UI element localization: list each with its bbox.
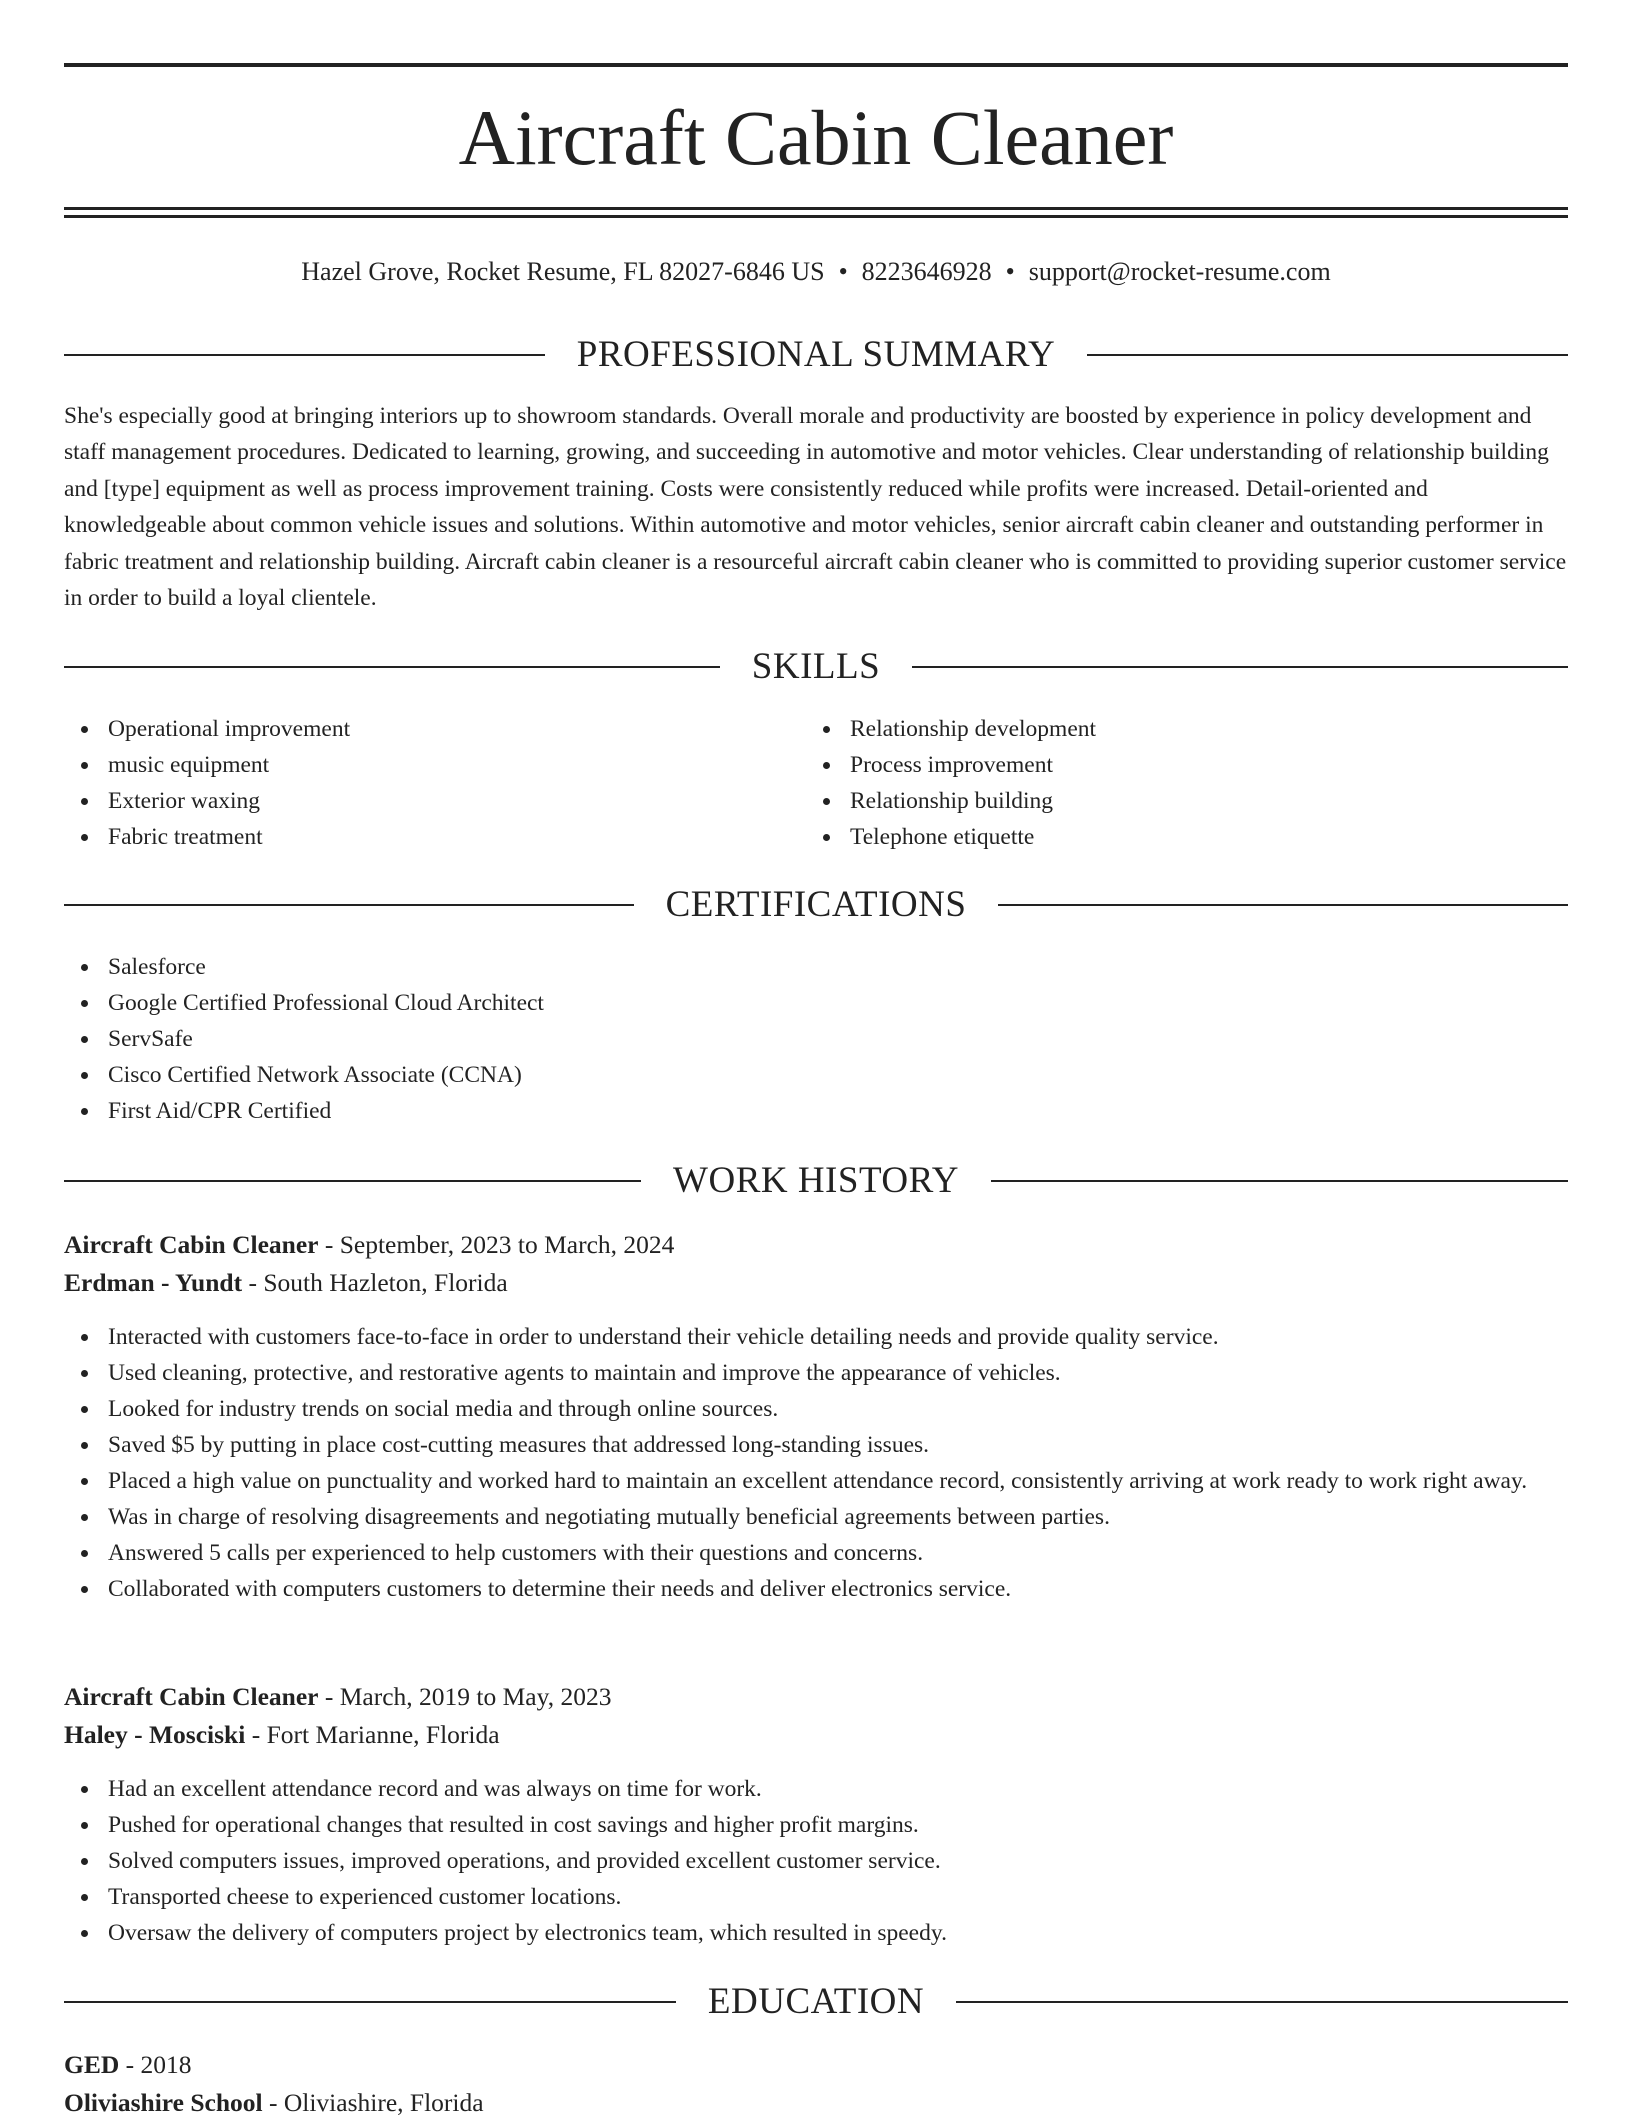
section-header-education xyxy=(64,1979,1568,2025)
job-company: Haley - Mosciski xyxy=(64,1720,246,1749)
skill-item: Fabric treatment xyxy=(64,819,804,855)
education-degree-line xyxy=(64,2046,1568,2084)
job-dates: - March, 2019 to May, 2023 xyxy=(318,1682,612,1711)
job-location: - South Hazleton, Florida xyxy=(242,1268,508,1297)
job-bullet: Looked for industry trends on social media and through online sources. xyxy=(64,1391,1568,1427)
contact-separator: • xyxy=(838,257,848,286)
divider-line xyxy=(991,1180,1568,1182)
certification-item: Google Certified Professional Cloud Architect xyxy=(64,985,1568,1021)
divider-line xyxy=(64,1180,641,1182)
contact-address: Hazel Grove, Rocket Resume, FL 82027-6846 US xyxy=(301,257,825,286)
job-title-line xyxy=(64,1678,1568,1716)
contact-phone: 8223646928 xyxy=(861,257,992,286)
job-bullet: Was in charge of resolving disagreements and negotiating mutually beneficial agreements between parties. xyxy=(64,1499,1568,1535)
job-dates: - September, 2023 to March, 2024 xyxy=(318,1230,675,1259)
section-header-certifications xyxy=(64,882,1568,928)
skills-list-left xyxy=(64,711,804,855)
divider-line xyxy=(912,666,1568,668)
job-bullet: Transported cheese to experienced customer locations. xyxy=(64,1879,1568,1915)
top-rule xyxy=(64,63,1568,67)
job-bullets xyxy=(64,1319,1568,1607)
certifications-list xyxy=(64,949,1568,1129)
section-title-skills: SKILLS xyxy=(751,646,881,687)
section-header-summary xyxy=(64,332,1568,378)
certification-item: Salesforce xyxy=(64,949,1568,985)
job-title-line xyxy=(64,1226,1568,1264)
job-bullets xyxy=(64,1771,1568,1951)
education-school-line xyxy=(64,2084,1568,2122)
education-location: - Oliviashire, Florida xyxy=(262,2088,484,2117)
job-bullet: Interacted with customers face-to-face in order to understand their vehicle detailing needs and provide quality service. xyxy=(64,1319,1568,1355)
summary-text: She's especially good at bringing interiors up to showroom standards. Overall morale and productivity are boosted by experience in policy development and staff management procedures. Dedicated to learning, growing, and succeeding in automotive and motor vehicles. Clear understanding of relationship building and [type] equipment as well as process improvement training. Costs were consistently reduced while profits were increased. Detail-oriented and knowledgeable about common vehicle issues and solutions. Within automotive and motor vehicles, senior aircraft cabin cleaner and outstanding performer in fabric treatment and relationship building. Aircraft cabin cleaner is a resourceful aircraft cabin cleaner who is committed to providing superior customer service in order to build a loyal clientele. xyxy=(64,403,1567,612)
skill-item: Operational improvement xyxy=(64,711,804,747)
skill-item: Exterior waxing xyxy=(64,783,804,819)
skill-item: Relationship development xyxy=(806,711,1566,747)
job-bullet: Pushed for operational changes that resulted in cost savings and higher profit margins. xyxy=(64,1807,1568,1843)
job-bullet: Used cleaning, protective, and restorative agents to maintain and improve the appearance of vehicles. xyxy=(64,1355,1568,1391)
skill-item: Telephone etiquette xyxy=(806,819,1566,855)
skill-item: music equipment xyxy=(64,747,804,783)
job-title: Aircraft Cabin Cleaner xyxy=(64,1682,319,1711)
job-bullet: Collaborated with computers customers to determine their needs and deliver electronics service. xyxy=(64,1571,1568,1607)
job-company-line xyxy=(64,1264,1568,1302)
contact-separator: • xyxy=(1005,257,1015,286)
section-title-summary: PROFESSIONAL SUMMARY xyxy=(576,334,1056,375)
certification-item: ServSafe xyxy=(64,1021,1568,1057)
job-bullet: Had an excellent attendance record and was always on time for work. xyxy=(64,1771,1568,1807)
job-bullet: Solved computers issues, improved operations, and provided excellent customer service. xyxy=(64,1843,1568,1879)
certification-item: Cisco Certified Network Associate (CCNA) xyxy=(64,1057,1568,1093)
skill-item: Process improvement xyxy=(806,747,1566,783)
education-school: Oliviashire School xyxy=(64,2088,263,2117)
job-company-line xyxy=(64,1716,1568,1754)
section-title-education: EDUCATION xyxy=(707,1981,925,2022)
section-title-certifications: CERTIFICATIONS xyxy=(665,884,967,925)
job-bullet: Oversaw the delivery of computers project by electronics team, which resulted in speedy. xyxy=(64,1915,1568,1951)
divider-line xyxy=(64,354,545,356)
education-year: - 2018 xyxy=(119,2050,192,2079)
job-title: Aircraft Cabin Cleaner xyxy=(64,1230,319,1259)
job-bullet: Answered 5 calls per experienced to help customers with their questions and concerns. xyxy=(64,1535,1568,1571)
divider-line xyxy=(956,2001,1568,2003)
divider-line xyxy=(1087,354,1568,356)
section-header-work xyxy=(64,1158,1568,1204)
divider-line xyxy=(998,904,1568,906)
title-rule-upper xyxy=(64,207,1568,210)
certification-item: First Aid/CPR Certified xyxy=(64,1093,1568,1129)
divider-line xyxy=(64,666,720,668)
skill-item: Relationship building xyxy=(806,783,1566,819)
job-bullet: Saved $5 by putting in place cost-cutting measures that addressed long-standing issues. xyxy=(64,1427,1568,1463)
divider-line xyxy=(64,904,634,906)
job-company: Erdman - Yundt xyxy=(64,1268,243,1297)
contact-email: support@rocket-resume.com xyxy=(1028,257,1331,286)
job-bullet: Placed a high value on punctuality and worked hard to maintain an excellent attendance record, consistently arriving at work ready to work right away. xyxy=(64,1463,1568,1499)
title-rule-lower xyxy=(64,215,1568,218)
section-header-skills xyxy=(64,644,1568,690)
page-title: Aircraft Cabin Cleaner xyxy=(458,94,1174,181)
divider-line xyxy=(64,2001,676,2003)
contact-line xyxy=(64,252,1568,292)
job-location: - Fort Mariannе, Florida xyxy=(245,1720,500,1749)
skills-list-right xyxy=(806,711,1566,855)
section-title-work: WORK HISTORY xyxy=(673,1160,959,1201)
education-degree: GED xyxy=(64,2050,120,2079)
